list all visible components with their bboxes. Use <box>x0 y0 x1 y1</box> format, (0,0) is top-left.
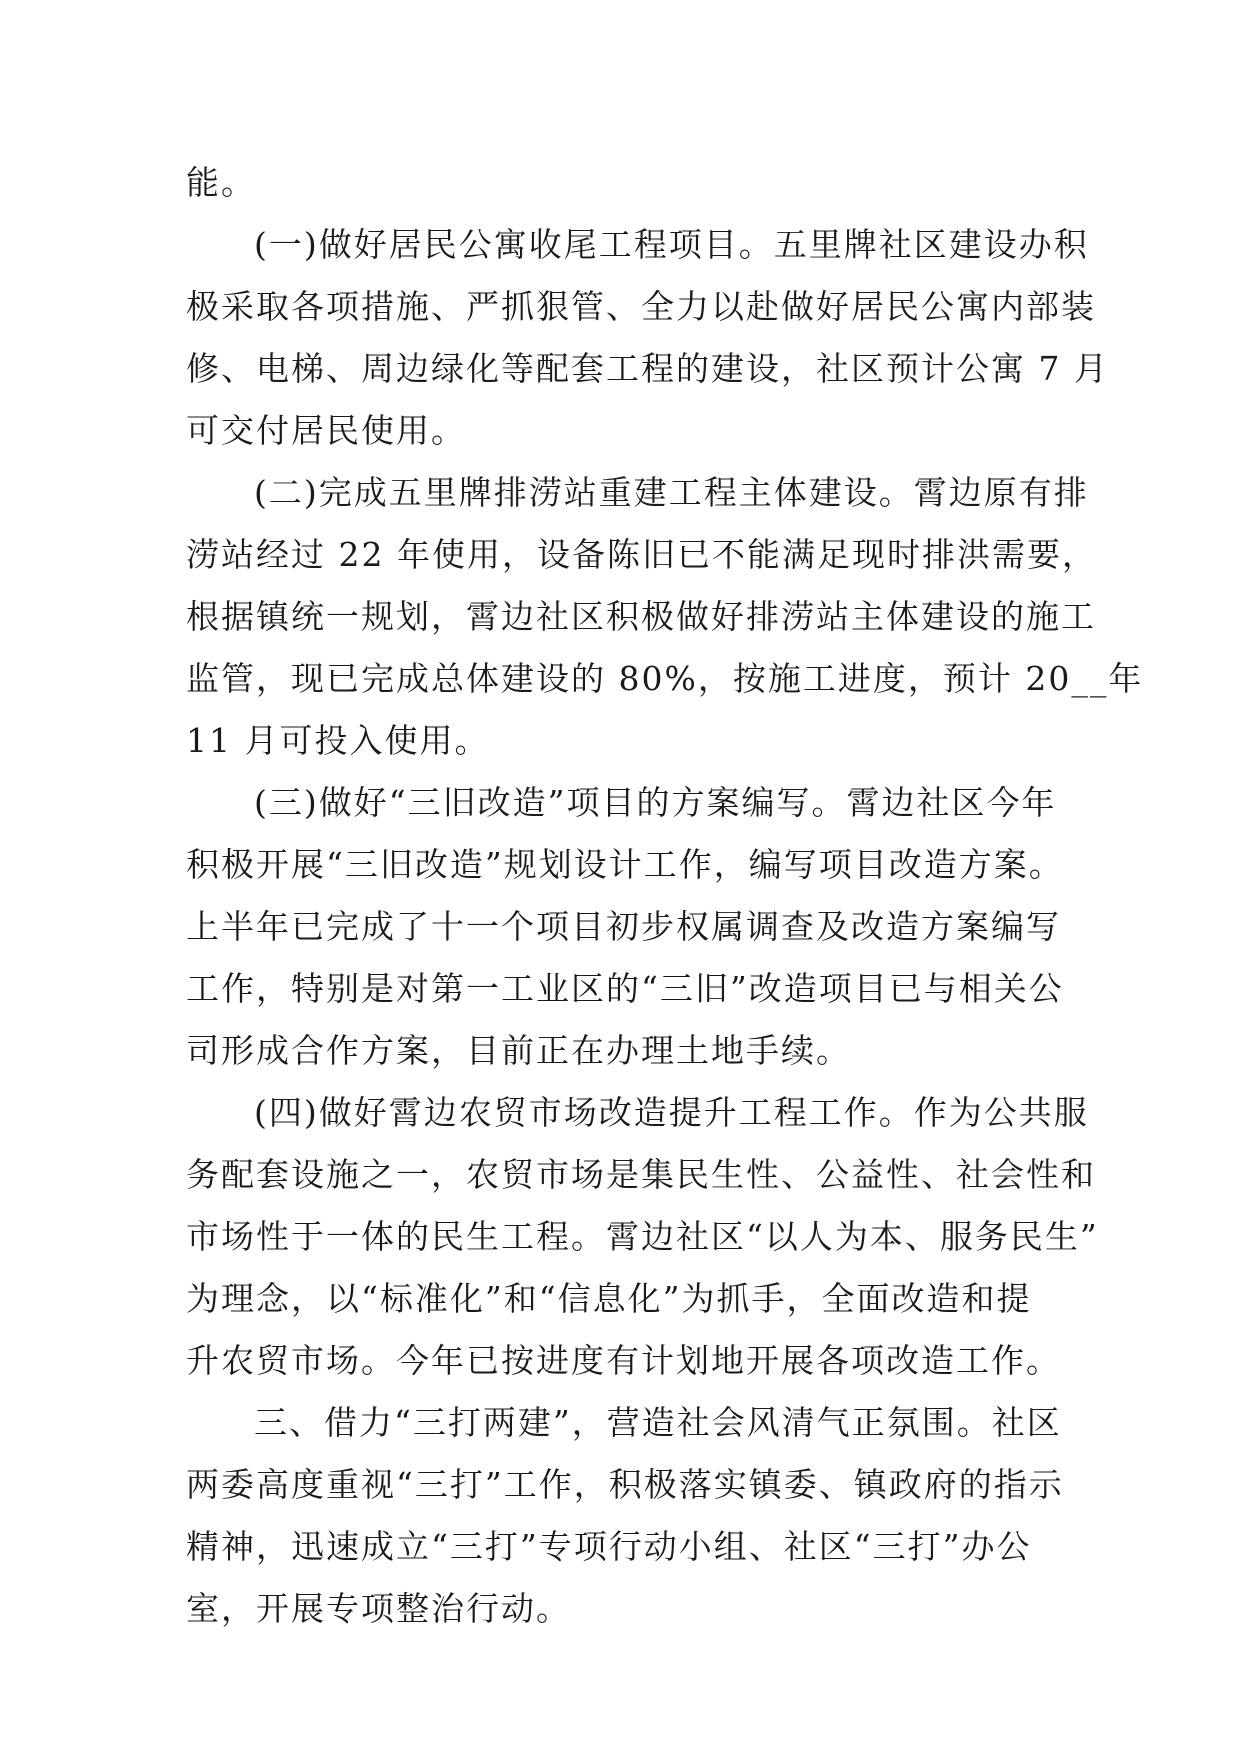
section-heading-3: 三、借力“三打两建”，营造社会风清气正氛围。社区 <box>254 1403 1062 1442</box>
text-line: 涝站经过 22 年使用，设备陈旧已不能满足现时排洪需要， <box>186 535 1097 574</box>
text-line: 极采取各项措施、严抓狠管、全力以赴做好居民公寓内部装 <box>186 287 1096 326</box>
paragraph-heading-2: (二)完成五里牌排涝站重建工程主体建设。霄边原有排 <box>254 473 1089 512</box>
text-line: 室，开展专项整治行动。 <box>186 1589 571 1628</box>
text-line: 工作，特别是对第一工业区的“三旧”改造项目已与相关公 <box>186 969 1064 1008</box>
text-line: 11 月可投入使用。 <box>186 721 490 760</box>
text-line: 上半年已完成了十一个项目初步权属调查及改造方案编写 <box>186 907 1061 946</box>
text-line: 司形成合作方案，目前正在办理土地手续。 <box>186 1031 851 1070</box>
text-line: 务配套设施之一，农贸市场是集民生性、公益性、社会性和 <box>186 1155 1096 1194</box>
text-line: 升农贸市场。今年已按进度有计划地开展各项改造工作。 <box>186 1341 1061 1380</box>
text-line: 可交付居民使用。 <box>186 411 466 450</box>
text-line: 市场性于一体的民生工程。霄边社区“以人为本、服务民生” <box>186 1217 1099 1256</box>
paragraph-heading-4: (四)做好霄边农贸市场改造提升工程工作。作为公共服 <box>254 1093 1089 1132</box>
body-text <box>186 152 1144 1640</box>
text-line: 修、电梯、周边绿化等配套工程的建设，社区预计公寓 7 月 <box>186 349 1109 388</box>
text-line: 两委高度重视“三打”工作，积极落实镇委、镇政府的指示 <box>186 1465 1064 1504</box>
paragraph-heading-3: (三)做好“三旧改造”项目的方案编写。霄边社区今年 <box>254 783 1057 822</box>
text-line: 为理念，以“标准化”和“信息化”为抓手，全面改造和提 <box>186 1279 1032 1318</box>
paragraph-heading-1: (一)做好居民公寓收尾工程项目。五里牌社区建设办积 <box>254 225 1089 264</box>
text-line: 积极开展“三旧改造”规划设计工作，编写项目改造方案。 <box>186 845 1064 884</box>
text-line: 根据镇统一规划，霄边社区积极做好排涝站主体建设的施工 <box>186 597 1096 636</box>
text-line: 能。 <box>186 163 256 202</box>
text-line: 精神，迅速成立“三打”专项行动小组、社区“三打”办公 <box>186 1527 1032 1566</box>
text-line: 监管，现已完成总体建设的 80%，按施工进度，预计 20__年 <box>186 659 1144 698</box>
